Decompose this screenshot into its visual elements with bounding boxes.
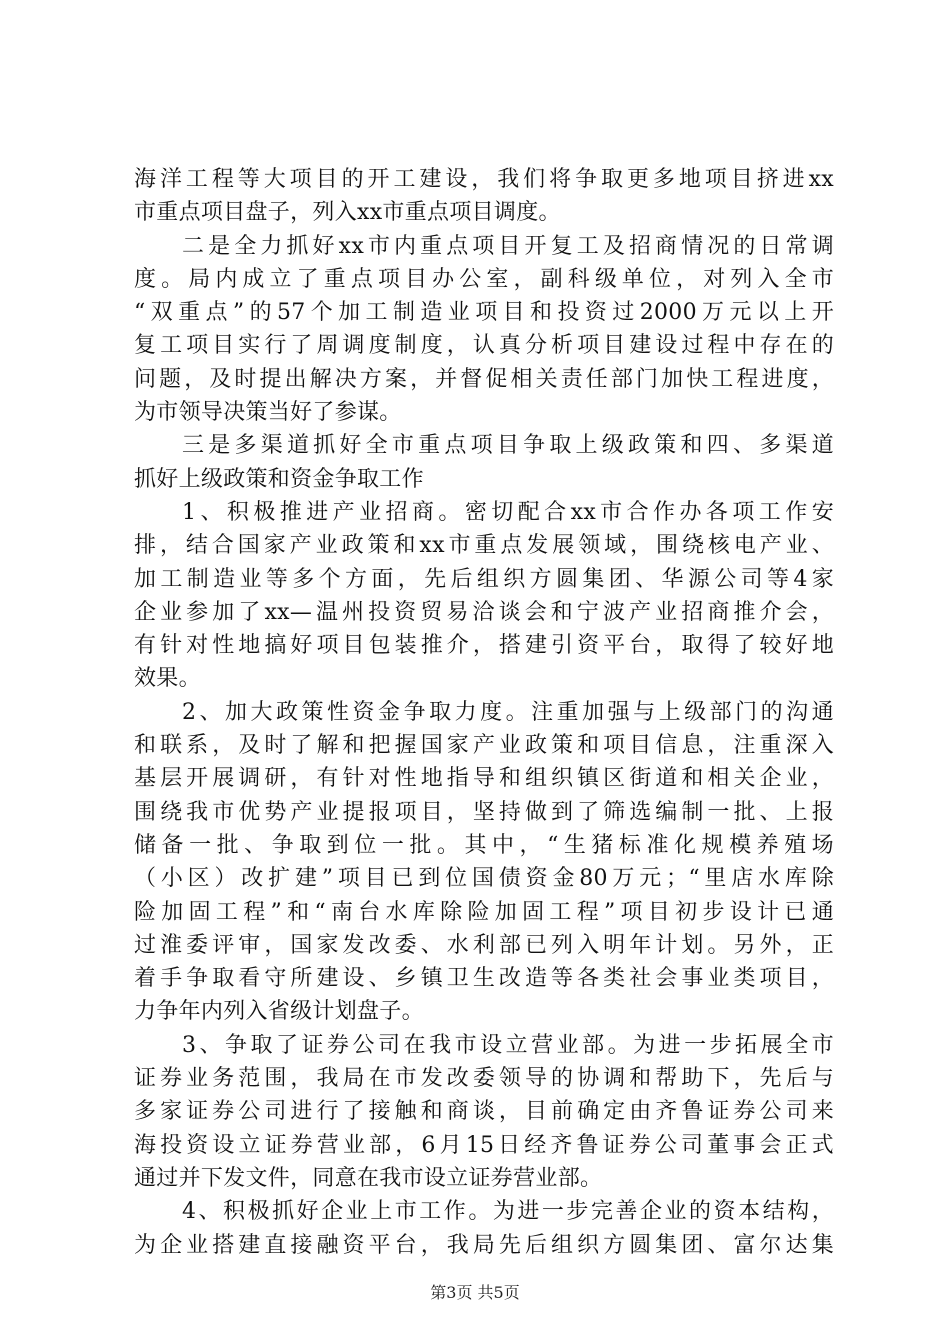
text-line: 问题，及时提出解决方案，并督促相关责任部门加快工程进度，: [134, 366, 834, 392]
text-line: 海洋工程等大项目的开工建设，我们将争取更多地项目挤进xx: [134, 167, 834, 192]
text-line: 3、争取了证券公司在我市设立营业部。为进一步拓展全市: [182, 1032, 834, 1058]
text-line: 围绕我市优势产业提报项目，坚持做到了筛选编制一批、上报: [134, 799, 834, 825]
text-line: 加工制造业等多个方面，先后组织方圆集团、华源公司等4家: [134, 566, 834, 592]
text-line: 企业参加了xx—温州投资贸易洽谈会和宁波产业招商推介会，: [134, 599, 834, 625]
text-line: 为市领导决策当好了参谋。: [134, 400, 402, 426]
text-line: 和联系，及时了解和把握国家产业政策和项目信息，注重深入: [134, 733, 834, 759]
text-line: 多家证券公司进行了接触和商谈，目前确定由齐鲁证券公司来: [134, 1099, 834, 1125]
page-number-label: 第3页 共5页: [430, 1283, 520, 1302]
text-line: 为企业搭建直接融资平台，我局先后组织方圆集团、富尔达集: [134, 1232, 834, 1258]
text-line: 市重点项目盘子，列入xx市重点项目调度。: [134, 200, 561, 226]
text-line: 排，结合国家产业政策和xx市重点发展领域，围绕核电产业、: [134, 533, 834, 559]
text-line: 海投资设立证券营业部，6月15日经齐鲁证券公司董事会正式: [134, 1132, 834, 1158]
text-line: “双重点”的57个加工制造业项目和投资过2000万元以上开: [134, 300, 834, 326]
text-line: 有针对性地搞好项目包装推介，搭建引资平台，取得了较好地: [134, 633, 834, 659]
text-line: 4、积极抓好企业上市工作。为进一步完善企业的资本结构，: [182, 1199, 834, 1225]
text-line: 证券业务范围，我局在市发改委领导的协调和帮助下，先后与: [134, 1066, 834, 1092]
text-line: 1、积极推进产业招商。密切配合xx市合作办各项工作安: [182, 499, 834, 525]
text-line: 2、加大政策性资金争取力度。注重加强与上级部门的沟通: [182, 699, 834, 725]
text-line: 三是多渠道抓好全市重点项目争取上级政策和四、多渠道: [182, 433, 834, 459]
text-line: 基层开展调研，有针对性地指导和组织镇区街道和相关企业，: [134, 766, 834, 792]
text-line: 复工项目实行了周调度制度，认真分析项目建设过程中存在的: [134, 333, 834, 359]
text-line: 效果。: [134, 666, 201, 692]
text-line: 二是全力抓好xx市内重点项目开复工及招商情况的日常调: [182, 233, 834, 259]
text-line: 通过并下发文件，同意在我市设立证券营业部。: [134, 1165, 603, 1191]
page-footer: [0, 1280, 950, 1303]
document-body: [134, 163, 834, 1262]
text-line: 储备一批、争取到位一批。其中，“生猪标准化规模养殖场: [134, 832, 834, 858]
text-line: （小区）改扩建”项目已到位国债资金80万元；“里店水库除: [134, 866, 834, 892]
text-line: 过淮委评审，国家发改委、水利部已列入明年计划。另外，正: [134, 932, 834, 958]
text-line: 抓好上级政策和资金争取工作: [134, 466, 424, 492]
text-line: 度。局内成立了重点项目办公室，副科级单位，对列入全市: [134, 266, 834, 292]
text-line: 着手争取看守所建设、乡镇卫生改造等各类社会事业类项目，: [134, 966, 834, 992]
text-line: 力争年内列入省级计划盘子。: [134, 999, 424, 1025]
text-line: 险加固工程”和“南台水库除险加固工程”项目初步设计已通: [134, 899, 834, 925]
